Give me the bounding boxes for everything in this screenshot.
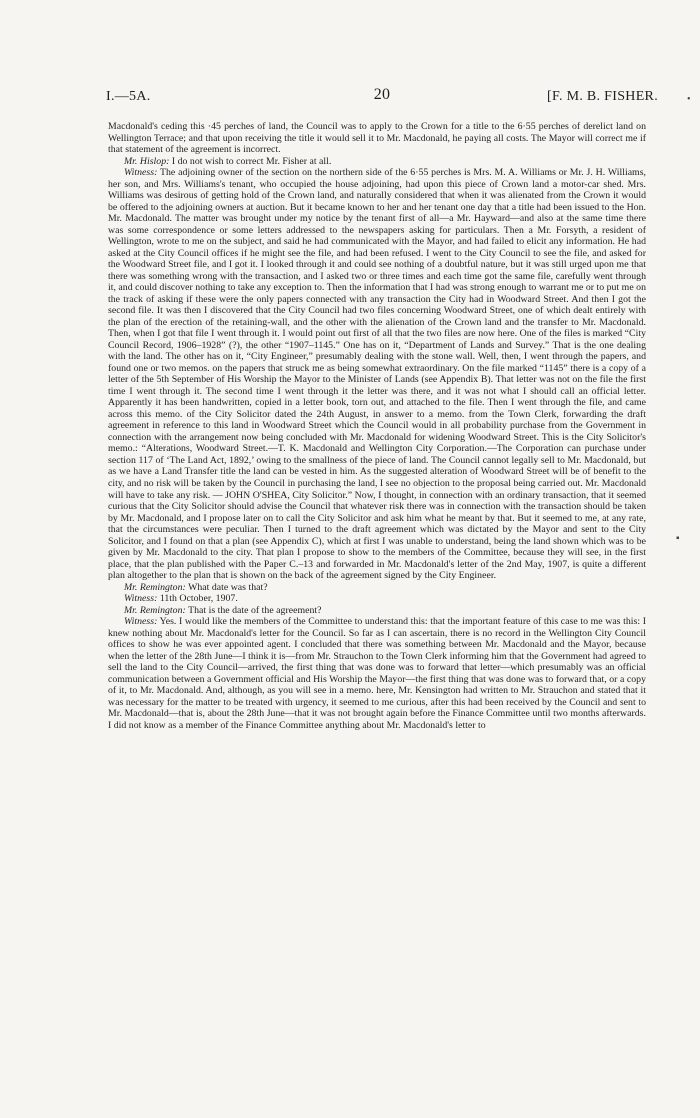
- paragraph-text: Yes. I would like the members of the Committee to understand this: that the important feature of this case to me was this: I knew nothing about Mr. Macdonald's letter for the Council. So far as I can ascertain, there is no record in the Wellington City Council offices to show he was ever appointed agent. I concluded that there was something between Mr. Macdonald and the Mayor, because when the letter of the 28th June—I think it is—from Mr. Strauchon to the Town Clerk informing him that the Government had agreed to sell the land to the City Council—arrived, the first thing that was done was to forward that letter—which presumably was an official communication between a Government official and His Worship the Mayor—the first thing that was done was to forward that, or a copy of it, to Mr. Macdonald. And, although, as you will see in a memo. here, Mr. Kensington had written to Mr. Strauchon and stated that it was necessary for the matter to be treated with urgency, it seemed to me curious, after this had been received by the Council and sent to Mr. Macdonald—that is, about the 28th June—that it was not brought again before the Finance Committee until two months afterwards. I did not know as a member of the Finance Committee anything about Mr. Macdonald's letter to: [108, 616, 646, 731]
- header-witness-name: [F. M. B. FISHER.: [547, 89, 658, 104]
- paragraph: [108, 582, 646, 594]
- speaker-label: Witness:: [124, 616, 158, 628]
- paragraph: [108, 167, 646, 582]
- speaker-label: Mr. Remington:: [124, 604, 186, 616]
- paragraph: [108, 593, 646, 605]
- paragraph: [108, 605, 646, 617]
- margin-mark: ▪: [676, 533, 680, 544]
- page-header: [106, 86, 658, 109]
- paragraph-text: That is the date of the agreement?: [185, 604, 322, 616]
- paragraph-text: I do not wish to correct Mr. Fisher at all.: [169, 155, 332, 167]
- speaker-label: Witness:: [124, 593, 158, 605]
- margin-mark: •: [687, 94, 691, 105]
- speaker-label: Mr. Remington:: [124, 581, 186, 593]
- paragraph: [108, 616, 646, 731]
- document-body: [108, 121, 646, 731]
- speaker-label: Witness:: [124, 167, 158, 179]
- speaker-label: Mr. Hislop:: [124, 155, 170, 167]
- paragraph: [108, 156, 646, 168]
- paragraph-text: The adjoining owner of the section on the northern side of the 6·55 perches is Mrs. M. A. Williams or Mr. J. H. Williams, her son, and Mrs. Williams's tenant, who occupied the house adjoining, had upon this piece of Crown land a motor-car shed. Mrs. Williams was desirous of getting hold of the Crown land, and naturally considered that when it was alienated from the Crown it would be offered to the adjoining owners at auction. But it became known to her and her tenant one day that a title had been issued to the Hon. Mr. Macdonald. The matter was brought under my notice by the tenant first of all—a Mr. Hayward—and also at the same time there was some correspondence or some letters addressed to the newspapers asking for particulars. Then a Mr. Forsyth, a resident of Wellington, wrote to me on the subject, and said he had communicated with the Mayor, and had failed to elicit any information. He had asked at the City Council offices if he might see the file, and had been refused. I went to the City Council to see the file, and asked for the Woodward Street file, and I got it. I looked through it and could see nothing of a doubtful nature, but it was still urged upon me that there was something wrong with the transaction, and I asked two or three times and each time got the same file, carefully went through it, and could discover nothing to take any exception to. Then the information that I had was strong enough to warrant me or to put me on the track of asking if these were the only papers connected with any transaction the City had in Woodward Street. And then I got the second file. It was then I discovered that the City Council had two files concerning Woodward Street, one of which dealt entirely with the plan of the erection of the retaining-wall, and the other with the alienation of the Crown land and the transfer to Mr. Macdonald. Then, when I got that file I went through it. I would point out first of all that the two files are now here. One of the files is marked “City Council Record, 1906–1928” (?), the other “1907–1145.” One has on it, “Department of Lands and Survey.” That is the one dealing with the land. The other has on it, “City Engineer,” presumably dealing with the stone wall. Well, then, I went through the papers, and found one or two memos. on the papers that struck me as being somewhat extraordinary. On the file marked “1145” there is a copy of a letter of the 5th September of His Worship the Mayor to the Minister of Lands (see Appendix B). That letter was not on the file the first time I went through it. The second time I went through it the letter was there, and it was not what I should call an official letter. Apparently it has been handwritten, copied in a letter book, torn out, and attached to the file. Then I went through the file, and came across this memo. of the City Solicitor dated the 24th August, in answer to a memo. from the Town Clerk, forwarding the draft agreement in reference to this land in Woodward Street which the Council would in all probability purchase from the Government in connection with the arrangement now being concluded with Mr. Macdonald for widening Woodward Street. This is the City Solicitor's memo.: “Alterations, Woodward Street.—T. K. Macdonald and Wellington City Corporation.—The Corporation can purchase under section 117 of ‘The Land Act, 1892,’ owing to the smallness of the piece of land. The Council cannot legally sell to Mr. Macdonald, but as we have a Land Transfer title the land can be vested in him. As the suggested alteration of Woodward Street will be of benefit to the city, and no risk will be taken by the Council in purchasing the land, I see no objection to the proposal being carried out. Mr. Macdonald will have to take any risk. — JOHN O'SHEA, City Solicitor.” Now, I thought, in connection with an ordinary transaction, that it seemed curious that the City Solicitor should advise the Council that whatever risk there was in connection with the transaction should be taken by Mr. Macdonald, and I propose later on to call the City Solicitor and ask him what he meant by that. But it seemed to me, at any rate, that the circumstances were peculiar. Then I turned to the draft agreement which was dictated by the Mayor and sent to the City Solicitor, and I found on that a plan (see Appendix C), which at first I was unable to understand, being the land shown which was to be given by Mr. Macdonald to the city. That plan I propose to show to the members of the Committee, because they will see, in the first place, that the plan published with the Paper C.–13 and forwarded in Mr. Macdonald's letter of the 2nd May, 1907, is quite a different plan altogether to the plan that is shown on the back of the agreement signed by the City Engineer.: [108, 167, 646, 582]
- paragraph: [108, 121, 646, 156]
- paragraph-text: 11th October, 1907.: [157, 593, 238, 605]
- paragraph-text: Macdonald's ceding this ·45 perches of land, the Council was to apply to the Crown for a title to the 6·55 perches of derelict land on Wellington Terrace; and that upon receiving the title it would sell it to Mr. Macdonald, he paying all costs. The Mayor will correct me if that statement of the agreement is incorrect.: [108, 121, 646, 156]
- header-paper-reference: I.—5A.: [106, 89, 151, 104]
- paragraph-text: What date was that?: [185, 581, 268, 593]
- page-number: 20: [373, 86, 391, 103]
